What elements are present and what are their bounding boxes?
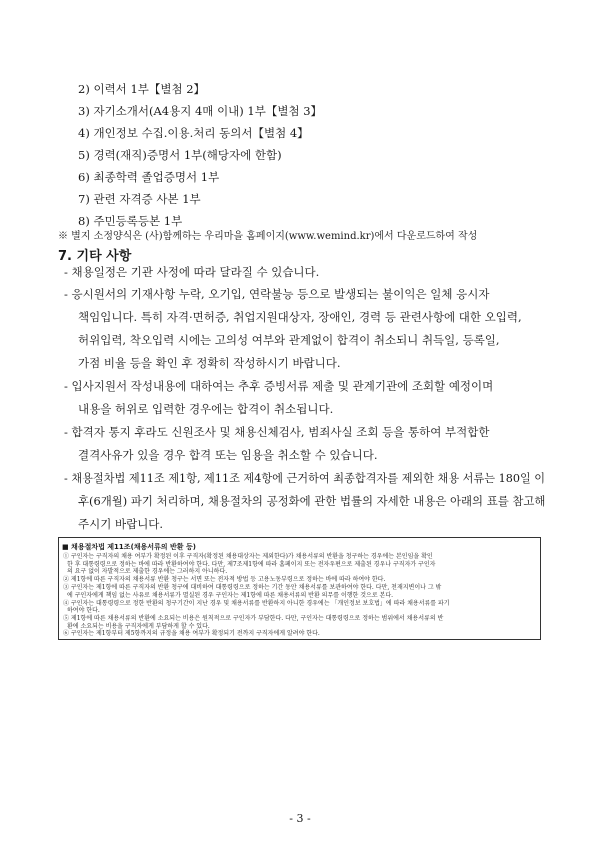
bullet-application-line-3: 허위입력, 착오입력 시에는 고의성 여부와 관계없이 합격이 취소되니 취득일, 등록일, xyxy=(78,333,500,347)
law-line-8: 하여야 한다. xyxy=(67,607,100,614)
form-download-note: ※ 별지 소정양식은 (사)함께하는 우리마을 홈페이지(www.wemind.kr)에서 다운로드하여 작성 xyxy=(58,231,478,242)
law-line-4: ② 제1항에 따른 구직자의 채용서류 반환 청구는 서면 또는 전자적 방법 등 고용노동부령으로 정하는 바에 따라 하여야 한다. xyxy=(63,576,386,583)
bullet-application-line-4: 가점 비율 등을 확인 후 정확히 작성하시기 바랍니다. xyxy=(78,356,341,370)
law-line-3: 의 요구 없이 자발적으로 제출한 경우에는 그러하지 아니하다. xyxy=(67,568,228,575)
bullet-retention-line-3: 주시기 바랍니다. xyxy=(78,517,164,531)
list-item-graduation-certificate: 6) 최종학력 졸업증명서 1부 xyxy=(78,170,220,184)
bullet-retention-line-2: 후(6개월) 파기 처리하며, 채용절차의 공정화에 관한 법률의 자세한 내용은 아래의 표를 참고해 xyxy=(78,494,546,508)
law-line-9: ⑤ 제1항에 따른 채용서류의 반환에 소요되는 비용은 원칙적으로 구인자가 부담한다. 다만, 구인자는 대통령령으로 정하는 범위에서 채용서류의 반 xyxy=(63,615,444,622)
bullet-retention-line-1: - 채용절차법 제11조 제1항, 제11조 제4항에 근거하여 최종합격자를 제외한 채용 서류는 180일 이 xyxy=(64,471,546,485)
bullet-application-line-1: - 응시원서의 기재사항 누락, 오기입, 연락불능 등으로 발생되는 불이익은 일체 응시자 xyxy=(64,287,490,301)
bullet-background-check-line-1: - 합격자 통지 후라도 신원조사 및 채용신체검사, 범죄사실 조회 등을 통하여 부적합한 xyxy=(64,425,490,439)
bullet-verification-line-2: 내용을 허위로 입력한 경우에는 합격이 취소됩니다. xyxy=(78,402,334,416)
law-line-6: 에 구인자에게 책임 없는 사유로 채용서류가 멸실된 경우 구인자는 제1항에 따른 채용서류의 반환 의무를 이행한 것으로 본다. xyxy=(67,591,394,599)
law-line-1: ① 구인자는 구직자의 채용 여부가 확정된 이후 구직자(확정된 채용대상자는 제외한다)가 채용서류의 반환을 청구하는 경우에는 본인임을 확인 xyxy=(63,553,433,560)
bullet-background-check-line-2: 결격사유가 있을 경우 합격 또는 임용을 취소할 수 있습니다. xyxy=(78,448,378,462)
list-item-career-certificate: 5) 경력(재직)증명서 1부(해당자에 한함) xyxy=(78,148,282,162)
law-line-10: 환에 소요되는 비용을 구직자에게 부담하게 할 수 있다. xyxy=(67,622,210,630)
bullet-schedule: - 채용일정은 기관 사정에 따라 달라질 수 있습니다. xyxy=(64,265,320,279)
list-item-resume: 2) 이력서 1부【별첨 2】 xyxy=(78,82,206,96)
list-item-cover-letter: 3) 자기소개서(A4용지 4매 이내) 1부【별첨 3】 xyxy=(78,104,323,118)
list-item-license-copy: 7) 관련 자격증 사본 1부 xyxy=(78,192,201,206)
law-excerpt-title: ■ 채용절차법 제11조(채용서류의 반환 등) xyxy=(62,543,196,551)
bullet-verification-line-1: - 입사지원서 작성내용에 대하여는 추후 증빙서류 제출 및 관계기관에 조회할 예정이며 xyxy=(64,379,494,393)
law-line-5: ③ 구인자는 제1항에 따른 구직자의 반환 청구에 대비하여 대통령령으로 정하는 기간 동안 채용서류를 보관하여야 한다. 다만, 천재지변이나 그 밖 xyxy=(63,584,442,591)
law-line-11: ⑥ 구인자는 제1항부터 제5항까지의 규정을 채용 여부가 확정되기 전까지 구직자에게 알려야 한다. xyxy=(63,630,320,637)
section-title: 7. 기타 사항 xyxy=(58,249,132,264)
list-item-resident-register: 8) 주민등록등본 1부 xyxy=(78,214,183,228)
law-line-2: 한 후 대통령령으로 정하는 바에 따라 반환하여야 한다. 다만, 제7조제1항에 따라 홈페이지 또는 전자우편으로 제출된 경우나 구직자가 구인자 xyxy=(67,560,436,568)
law-line-7: ④ 구인자는 대통령령으로 정한 반환의 청구기간이 지난 경우 및 채용서류를 반환하지 아니한 경우에는 「개인정보 보호법」에 따라 채용서류를 파기 xyxy=(63,599,450,607)
page-number: - 3 - xyxy=(289,812,311,825)
list-item-privacy-consent: 4) 개인정보 수집.이용.처리 동의서【별첨 4】 xyxy=(78,126,309,140)
bullet-application-line-2: 책임입니다. 특히 자격·면허증, 취업지원대상자, 장애인, 경력 등 관련사항에 대한 오입력, xyxy=(78,310,522,324)
